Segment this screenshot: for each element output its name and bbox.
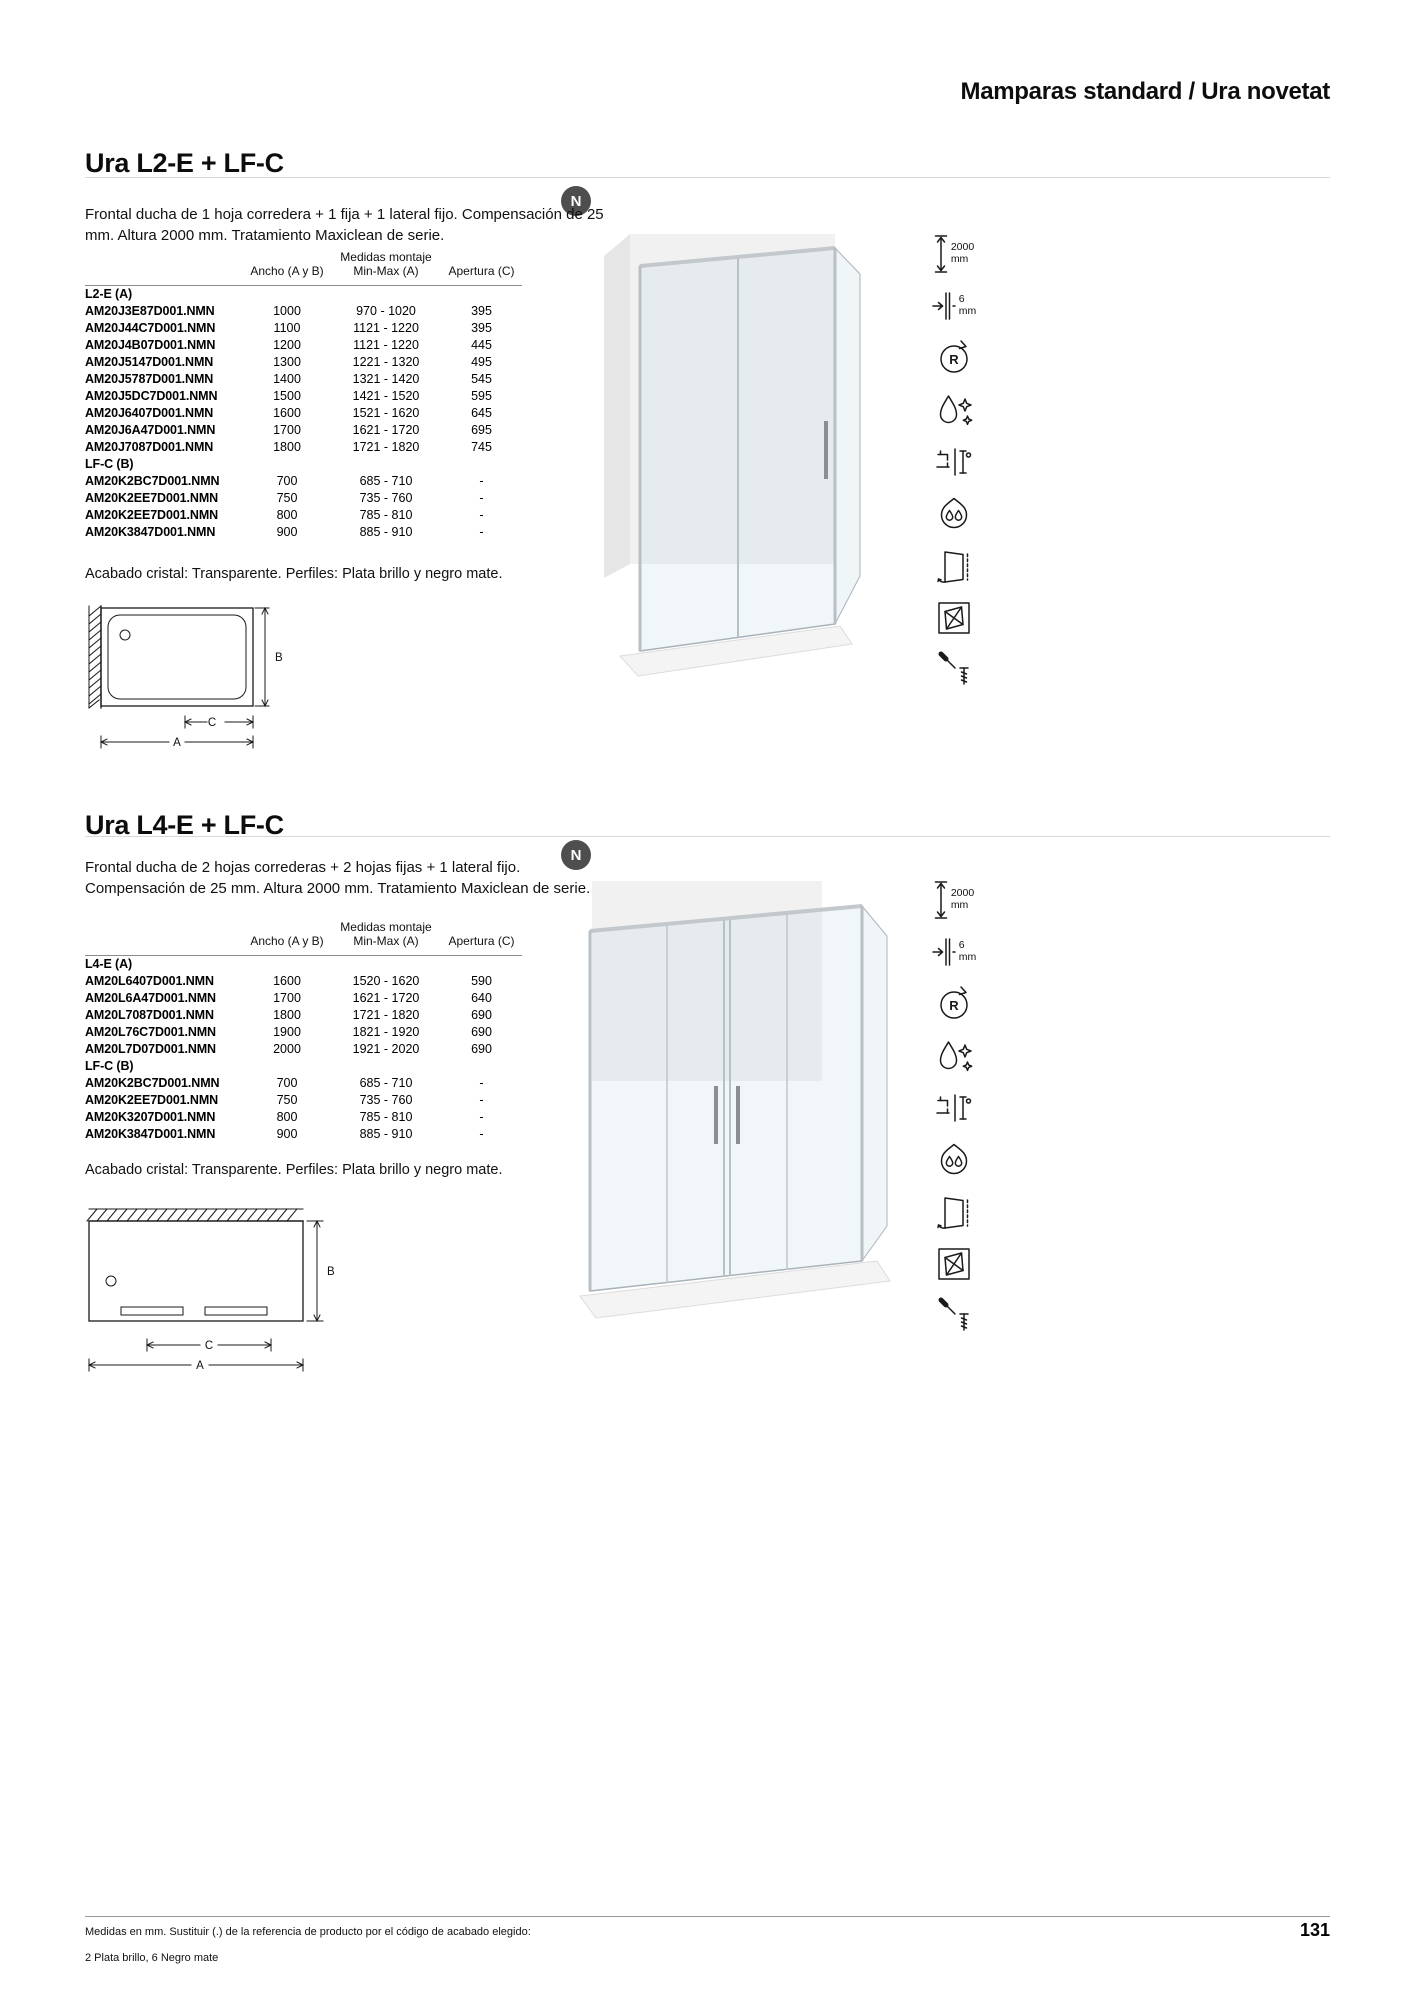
new-badge: N <box>561 840 591 870</box>
product-code: AM20K2BC7D001.NMN <box>85 1076 220 1091</box>
product-code: AM20J3E87D001.NMN <box>85 304 215 319</box>
section-divider <box>85 836 1330 837</box>
table-row <box>85 1024 522 1041</box>
product-code: L2-E (A) <box>85 287 133 302</box>
ancho-value: 1300 <box>273 355 301 370</box>
glass-thickness-icon <box>926 284 982 327</box>
medidas-value: 885 - 910 <box>359 1127 413 1142</box>
door-leaf-left <box>121 1307 183 1315</box>
reversible-letter: R <box>949 997 959 1013</box>
apertura-value: 745 <box>471 440 492 455</box>
apertura-value: 495 <box>471 355 492 370</box>
tempered-glass-icon <box>926 1242 982 1285</box>
ancho-value: 1900 <box>273 1025 301 1040</box>
table-row <box>85 456 522 473</box>
table-row <box>85 490 522 507</box>
medidas-value: 785 - 810 <box>359 1110 413 1125</box>
ancho-value: 2000 <box>273 1042 301 1057</box>
footer-note-1: Medidas en mm. Sustituir (.) de la referencia de producto por el código de acabado elegido: <box>85 1926 531 1938</box>
table-row <box>85 524 522 541</box>
medidas-value: 1221 - 1320 <box>352 355 420 370</box>
medidas-value: 1921 - 2020 <box>352 1042 420 1057</box>
dim-label-a: A <box>173 737 181 749</box>
product-code: AM20K3207D001.NMN <box>85 1110 216 1125</box>
medidas-value: 1321 - 1420 <box>352 372 420 387</box>
col-header-medidas: Medidas montaje Min-Max (A) <box>340 250 432 279</box>
apertura-value: 690 <box>471 1025 492 1040</box>
medidas-value: 1821 - 1920 <box>352 1025 420 1040</box>
table-row <box>85 1007 522 1024</box>
table-row <box>85 990 522 1007</box>
ancho-value: 900 <box>276 525 298 540</box>
ancho-value: 800 <box>276 508 298 523</box>
section-description: Frontal ducha de 1 hoja corredera + 1 fija + 1 lateral fijo. Compensación de 25 mm. Altura 2000 mm. Tratamiento Maxiclean de serie. <box>85 206 604 244</box>
spec-table-header-row <box>85 920 522 955</box>
product-code: LF-C (B) <box>85 457 134 472</box>
reversible-icon <box>926 336 982 379</box>
finish-note: Acabado cristal: Transparente. Perfiles: Plata brillo y negro mate. <box>85 566 503 582</box>
ancho-value: 1700 <box>273 423 301 438</box>
height-value: 2000 <box>950 241 975 254</box>
new-badge: N <box>561 186 591 216</box>
product-code: AM20J6A47D001.NMN <box>85 423 216 438</box>
table-row <box>85 473 522 490</box>
ancho-value: 1400 <box>273 372 301 387</box>
col-header-ancho: Ancho (A y B) <box>250 934 324 949</box>
apertura-value: 645 <box>471 406 492 421</box>
apertura-value <box>441 456 522 473</box>
medidas-value <box>331 955 441 973</box>
finish-note: Acabado cristal: Transparente. Perfiles: Plata brillo y negro mate. <box>85 1162 503 1178</box>
table-row <box>85 422 522 439</box>
medidas-value: 685 - 710 <box>359 1076 413 1091</box>
apertura-value <box>441 285 522 303</box>
medidas-value: 1721 - 1820 <box>352 440 420 455</box>
table-row <box>85 405 522 422</box>
feature-icon-column <box>924 232 984 691</box>
medidas-value: 1521 - 1620 <box>352 406 420 421</box>
product-photo-l2e <box>590 226 875 691</box>
apertura-value: 395 <box>471 304 492 319</box>
height-unit: mm <box>950 252 969 265</box>
table-row <box>85 973 522 990</box>
installation-drill-icon <box>926 1294 982 1337</box>
table-row <box>85 1041 522 1058</box>
product-photo-l4e <box>562 876 902 1336</box>
ancho-value: 700 <box>276 1076 298 1091</box>
apertura-value: 445 <box>471 338 492 353</box>
height-value: 2000 <box>950 887 975 900</box>
maxiclean-icon <box>926 388 982 431</box>
medidas-value: 885 - 910 <box>359 525 413 540</box>
medidas-value: 1621 - 1720 <box>352 991 420 1006</box>
page-number: 131 <box>1299 1920 1330 1940</box>
table-row <box>85 955 522 973</box>
table-row <box>85 303 522 320</box>
table-row <box>85 1075 522 1092</box>
apertura-value: 690 <box>471 1008 492 1023</box>
ancho-value: 1700 <box>273 991 301 1006</box>
feature-icon-column <box>924 878 984 1337</box>
dim-label-b: B <box>275 652 283 664</box>
thickness-value: 6 <box>958 293 965 306</box>
table-row <box>85 285 522 303</box>
apertura-value: 590 <box>471 974 492 989</box>
col-header-product <box>85 920 243 955</box>
ancho-value: 1200 <box>273 338 301 353</box>
apertura-value <box>441 1058 522 1075</box>
apertura-value: - <box>479 1110 484 1125</box>
medidas-value: 1421 - 1520 <box>352 389 420 404</box>
medidas-value: 1721 - 1820 <box>352 1008 420 1023</box>
ancho-value <box>243 955 331 973</box>
section-divider <box>85 177 1330 178</box>
product-code: AM20K2EE7D001.NMN <box>85 1093 219 1108</box>
tempered-glass-icon <box>926 596 982 639</box>
product-code: AM20L6407D001.NMN <box>85 974 214 989</box>
product-code: AM20K3847D001.NMN <box>85 525 216 540</box>
height-2000-icon <box>926 232 982 275</box>
ancho-value: 800 <box>276 1110 298 1125</box>
height-2000-icon <box>926 878 982 921</box>
spec-table-body <box>85 955 522 1143</box>
spec-table-header-row <box>85 250 522 285</box>
medidas-value: 970 - 1020 <box>356 304 416 319</box>
apertura-value: - <box>479 508 484 523</box>
ancho-value <box>243 456 331 473</box>
product-code: AM20K3847D001.NMN <box>85 1127 216 1142</box>
installation-drill-icon <box>926 648 982 691</box>
col-header-ancho: Ancho (A y B) <box>250 264 324 279</box>
table-row <box>85 439 522 456</box>
ancho-value: 1500 <box>273 389 301 404</box>
medidas-value <box>331 285 441 303</box>
medidas-value: 1621 - 1720 <box>352 423 420 438</box>
table-row <box>85 1058 522 1075</box>
medidas-value: 735 - 760 <box>359 1093 413 1108</box>
installation-diagram-l4e <box>85 1205 345 1375</box>
table-row <box>85 1126 522 1143</box>
apertura-value: - <box>479 525 484 540</box>
table-row <box>85 388 522 405</box>
table-row <box>85 320 522 337</box>
water-droplets-shield-icon <box>926 492 982 535</box>
apertura-value: 545 <box>471 372 492 387</box>
col-header-apertura: Apertura (C) <box>448 264 515 279</box>
medidas-value: 1121 - 1220 <box>353 321 419 336</box>
apertura-value: 690 <box>471 1042 492 1057</box>
col-header-medidas: Medidas montaje Min-Max (A) <box>340 920 432 949</box>
medidas-value <box>331 1058 441 1075</box>
ancho-value: 1100 <box>273 321 301 336</box>
tray-outline <box>101 608 253 706</box>
height-unit: mm <box>950 898 969 911</box>
product-code: LF-C (B) <box>85 1059 134 1074</box>
reversible-icon <box>926 982 982 1025</box>
reversible-letter: R <box>949 351 959 367</box>
dim-label-c: C <box>207 717 217 729</box>
apertura-value: - <box>479 1093 484 1108</box>
door-leaf-right <box>205 1307 267 1315</box>
product-code: AM20J7087D001.NMN <box>85 440 214 455</box>
tray-outline <box>89 1221 303 1321</box>
spec-table-body <box>85 285 522 541</box>
dim-label-b: B <box>327 1266 335 1278</box>
glass-thickness-icon <box>926 930 982 973</box>
table-row <box>85 371 522 388</box>
medidas-value: 785 - 810 <box>359 508 413 523</box>
product-code: AM20K2EE7D001.NMN <box>85 491 219 506</box>
footer-note-2: 2 Plata brillo, 6 Negro mate <box>85 1952 219 1964</box>
apertura-value: 395 <box>471 321 492 336</box>
ancho-value: 1000 <box>273 304 301 319</box>
thickness-unit: mm <box>958 304 977 317</box>
ancho-value <box>243 1058 331 1075</box>
spec-table-l2e <box>85 250 522 541</box>
table-row <box>85 1092 522 1109</box>
apertura-value: - <box>479 1127 484 1142</box>
table-row <box>85 354 522 371</box>
apertura-value: - <box>479 491 484 506</box>
product-code: AM20L7087D001.NMN <box>85 1008 214 1023</box>
product-code: AM20K2BC7D001.NMN <box>85 474 220 489</box>
adjustable-panel-icon <box>926 544 982 587</box>
product-code: AM20J5787D001.NMN <box>85 372 214 387</box>
medidas-value: 1121 - 1220 <box>353 338 419 353</box>
tray-inner <box>108 615 246 699</box>
ancho-value: 1600 <box>273 974 301 989</box>
apertura-value <box>441 955 522 973</box>
medidas-value <box>331 456 441 473</box>
drain <box>120 630 130 640</box>
water-droplets-shield-icon <box>926 1138 982 1181</box>
ancho-value: 1800 <box>273 440 301 455</box>
door-handle <box>824 421 828 479</box>
product-code: AM20L6A47D001.NMN <box>85 991 216 1006</box>
adjustable-panel-icon <box>926 1190 982 1233</box>
page-header-title: Mamparas standard / Ura novetat <box>960 78 1330 105</box>
apertura-value: - <box>479 1076 484 1091</box>
apertura-value: - <box>479 474 484 489</box>
ancho-value: 900 <box>276 1127 298 1142</box>
apertura-value: 695 <box>471 423 492 438</box>
thickness-unit: mm <box>958 950 977 963</box>
product-code: AM20J5147D001.NMN <box>85 355 214 370</box>
shower-fittings-icon <box>926 440 982 483</box>
ancho-value: 750 <box>276 491 298 506</box>
footer-divider <box>85 1916 1330 1917</box>
apertura-value: 640 <box>471 991 492 1006</box>
product-code: AM20J44C7D001.NMN <box>85 321 216 336</box>
medidas-value: 735 - 760 <box>359 491 413 506</box>
maxiclean-icon <box>926 1034 982 1077</box>
section-title-l4e: Ura L4-E + LF-C <box>85 810 284 841</box>
product-code: AM20J6407D001.NMN <box>85 406 214 421</box>
door-handle-left <box>714 1086 718 1144</box>
section-description: Frontal ducha de 2 hojas correderas + 2 hojas fijas + 1 lateral fijo. Compensación de 25 mm. Altura 2000 mm. Tratamiento Maxiclean de serie. <box>85 859 591 897</box>
medidas-value: 685 - 710 <box>359 474 413 489</box>
ancho-value: 1600 <box>273 406 301 421</box>
dim-label-c: C <box>204 1340 214 1352</box>
shower-fittings-icon <box>926 1086 982 1129</box>
ancho-value: 1800 <box>273 1008 301 1023</box>
drain <box>106 1276 116 1286</box>
product-code: AM20J5DC7D001.NMN <box>85 389 218 404</box>
spec-table-l4e <box>85 920 522 1143</box>
ancho-value: 750 <box>276 1093 298 1108</box>
col-header-product <box>85 250 243 285</box>
section-title-l2e: Ura L2-E + LF-C <box>85 148 284 179</box>
installation-diagram-l2e <box>85 602 295 752</box>
ancho-value <box>243 285 331 303</box>
col-header-apertura: Apertura (C) <box>448 934 515 949</box>
table-row <box>85 337 522 354</box>
product-code: AM20J4B07D001.NMN <box>85 338 216 353</box>
ancho-value: 700 <box>276 474 298 489</box>
table-row <box>85 507 522 524</box>
table-row <box>85 1109 522 1126</box>
door-handle-right <box>736 1086 740 1144</box>
product-code: L4-E (A) <box>85 957 133 972</box>
medidas-value: 1520 - 1620 <box>352 974 420 989</box>
product-code: AM20L7D07D001.NMN <box>85 1042 216 1057</box>
apertura-value: 595 <box>471 389 492 404</box>
dim-label-a: A <box>196 1360 204 1372</box>
product-code: AM20L76C7D001.NMN <box>85 1025 216 1040</box>
product-code: AM20K2EE7D001.NMN <box>85 508 219 523</box>
thickness-value: 6 <box>958 939 965 952</box>
